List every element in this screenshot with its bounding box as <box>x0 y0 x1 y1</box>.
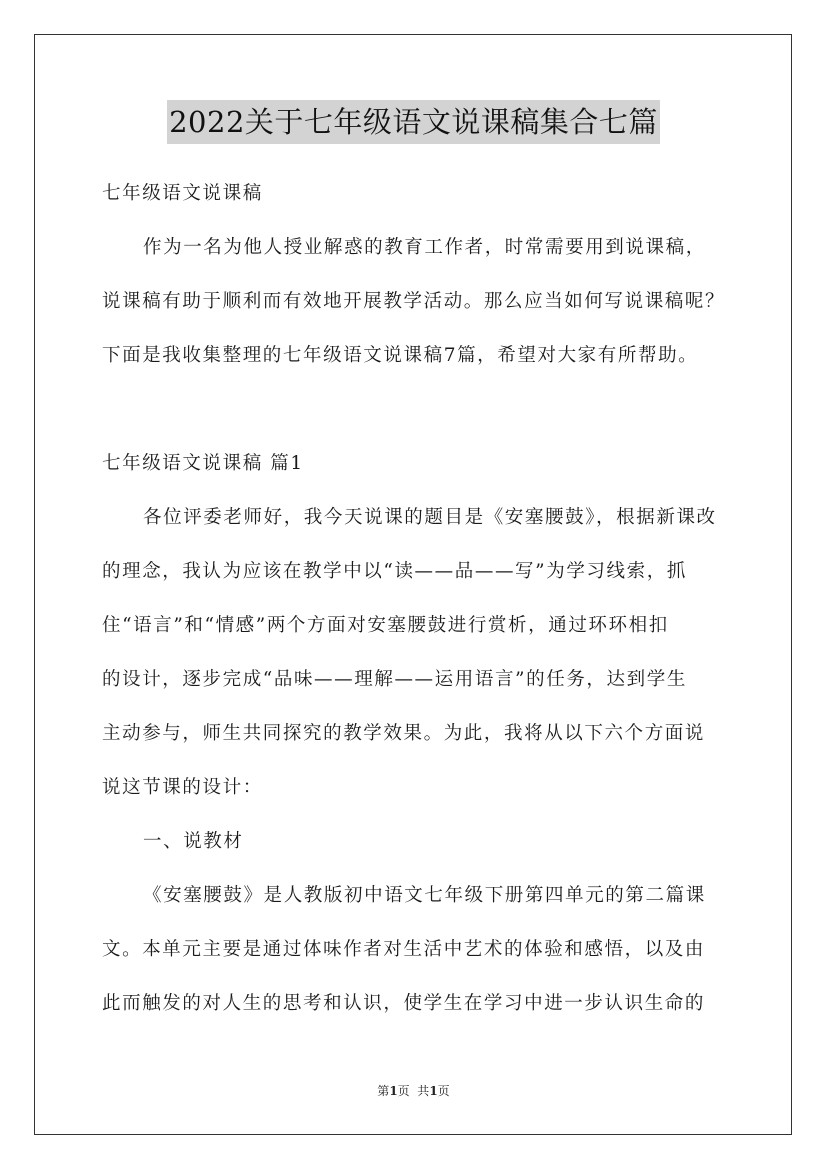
intro-line-1: 作为一名为他人授业解惑的教育工作者，时常需要用到说课稿， <box>143 237 706 258</box>
subheading: 一、说教材 <box>143 831 244 852</box>
title-container <box>0 100 827 144</box>
section-para-line-2: 的理念，我认为应该在教学中以“读——品——写”为学习线索，抓 <box>102 561 687 582</box>
footer-suffix: 页 <box>437 1084 450 1098</box>
footer-prefix: 第 <box>377 1084 390 1098</box>
main-heading: 七年级语文说课稿 <box>102 183 263 204</box>
footer-page-number: 1 <box>389 1084 398 1098</box>
document-title: 2022关于七年级语文说课稿集合七篇 <box>167 100 660 144</box>
footer-mid: 页 共 <box>397 1084 430 1098</box>
section-para-line-6: 说这节课的设计： <box>102 777 263 798</box>
footer-page-total: 1 <box>429 1084 438 1098</box>
intro-line-3: 下面是我收集整理的七年级语文说课稿7篇，希望对大家有所帮助。 <box>102 345 699 366</box>
section-heading: 七年级语文说课稿 篇1 <box>102 453 304 474</box>
section-para-line-5: 主动参与，师生共同探究的教学效果。为此，我将从以下六个方面说 <box>102 723 706 744</box>
section-para-line-4: 的设计，逐步完成“品味——理解——运用语言”的任务，达到学生 <box>102 669 687 690</box>
material-para-line-1: 《安塞腰鼓》是人教版初中语文七年级下册第四单元的第二篇课 <box>143 885 706 906</box>
material-para-line-3: 此而触发的对人生的思考和认识，使学生在学习中进一步认识生命的 <box>102 993 706 1014</box>
page-footer <box>0 1083 827 1099</box>
intro-line-2: 说课稿有助于顺利而有效地开展教学活动。那么应当如何写说课稿呢？ <box>102 291 726 312</box>
section-para-line-1: 各位评委老师好，我今天说课的题目是《安塞腰鼓》，根据新课改 <box>143 507 717 528</box>
section-para-line-3: 住“语言”和“情感”两个方面对安塞腰鼓进行赏析，通过环环相扣 <box>102 615 669 636</box>
material-para-line-2: 文。本单元主要是通过体味作者对生活中艺术的体验和感悟，以及由 <box>102 939 706 960</box>
